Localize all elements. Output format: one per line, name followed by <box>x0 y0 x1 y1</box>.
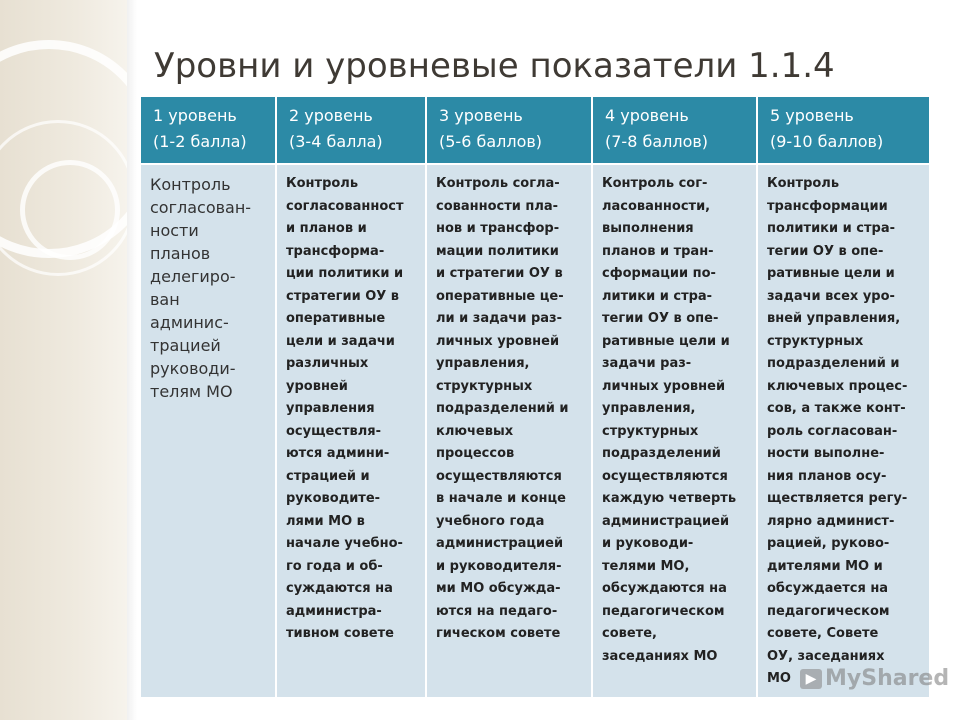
level-3-description <box>426 164 592 697</box>
cell-text-line: руководи- <box>150 359 236 378</box>
header-score-range: (7-8 баллов) <box>605 132 709 151</box>
cell-text-line: литики и стра- <box>602 288 713 304</box>
header-score-range: (3-4 балла) <box>289 132 383 151</box>
cell-text-line: подразделений и <box>767 356 900 371</box>
cell-text-line: личных уровней <box>602 378 726 394</box>
header-level-3 <box>426 97 592 164</box>
cell-text-line: сованности пла- <box>436 198 559 214</box>
header-level-5 <box>757 97 929 164</box>
cell-text-line: роль согласован- <box>767 423 898 439</box>
band-shadow <box>127 0 137 720</box>
cell-text-line: ются админи- <box>286 446 390 461</box>
cell-text-line: ключевых <box>436 423 514 439</box>
level-2-description <box>276 164 426 697</box>
cell-text-line: заседаниях МО <box>602 648 718 664</box>
cell-text-line: ществляется регу- <box>767 491 908 506</box>
cell-text-line: стратегии ОУ в <box>286 288 400 304</box>
cell-text-line: тивном совете <box>286 626 394 641</box>
cell-text-line: совете, <box>602 626 657 641</box>
levels-table <box>141 97 929 697</box>
cell-text-line: ности выполне- <box>767 446 885 461</box>
cell-text-line: сформации по- <box>602 266 716 281</box>
cell-text-line: лярно админист- <box>767 513 895 529</box>
cell-text-line: ли и задачи раз- <box>436 311 562 326</box>
cell-text-line: нов и трансфор- <box>436 221 560 236</box>
cell-text-line: и руководителя- <box>436 558 562 574</box>
cell-text-line: обсуждается на <box>767 581 889 596</box>
cell-text-line: рацией, руково- <box>767 536 890 551</box>
cell-text-line: управления, <box>436 356 530 371</box>
cell-text-line: администрацией <box>436 536 564 551</box>
cell-text-line: управления, <box>602 401 696 416</box>
header-level-label: 4 уровень <box>605 106 689 125</box>
cell-text-line: трансформации <box>767 198 888 214</box>
cell-text-line: и руководи- <box>602 536 694 551</box>
table-row <box>141 164 929 697</box>
cell-text-line: ОУ, заседаниях <box>767 648 885 664</box>
cell-text-line: делегиро- <box>150 267 236 286</box>
cell-text-line: цели и задачи <box>286 333 395 349</box>
cell-text-line: согласованност <box>286 198 404 214</box>
header-level-4 <box>592 97 757 164</box>
cell-text-line: го года и об- <box>286 558 383 574</box>
level-5-description <box>757 164 929 697</box>
cell-text-line: страцией и <box>286 468 370 484</box>
cell-text-line: сов, а также конт- <box>767 401 906 416</box>
header-level-label: 1 уровень <box>153 106 237 125</box>
cell-text-line: ции политики и <box>286 266 404 281</box>
cell-text-line: обсуждаются на <box>602 581 727 596</box>
cell-text-line: телями МО, <box>602 558 690 574</box>
cell-text-line: админис- <box>150 313 229 332</box>
header-score-range: (9-10 баллов) <box>770 132 884 151</box>
cell-text-line: задачи раз- <box>602 356 692 371</box>
cell-text-line: осуществля- <box>286 423 382 439</box>
cell-text-line: выполнения <box>602 221 694 236</box>
header-score-range: (5-6 баллов) <box>439 132 543 151</box>
cell-text-line: Контроль <box>286 176 359 191</box>
cell-text-line: каждую четверть <box>602 491 737 506</box>
cell-text-line: осуществляются <box>602 468 728 484</box>
cell-text-line: уровней <box>286 378 348 394</box>
cell-text-line: ративные цели и <box>602 333 730 349</box>
cell-text-line: структурных <box>602 423 699 439</box>
slide-title: Уровни и уровневые показатели 1.1.4 <box>154 46 835 86</box>
cell-text-line: ван <box>150 290 180 309</box>
cell-text-line: телям МО <box>150 382 233 401</box>
cell-text-line: трацией <box>150 336 221 355</box>
table-header-row <box>141 97 929 164</box>
cell-text-line: гическом совете <box>436 626 561 641</box>
header-level-2 <box>276 97 426 164</box>
cell-text-line: тегии ОУ в опе- <box>767 243 884 259</box>
cell-text-line: Контроль <box>150 175 231 194</box>
cell-text-line: суждаются на <box>286 581 393 596</box>
cell-text-line: начале учебно- <box>286 536 403 551</box>
cell-text-line: оперативные <box>286 311 386 326</box>
cell-text-line: ласованности, <box>602 198 711 214</box>
cell-text-line: ния планов осу- <box>767 468 887 484</box>
cell-text-line: ются на педаго- <box>436 603 558 619</box>
cell-text-line: педагогическом <box>602 603 725 619</box>
cell-text-line: вней управления, <box>767 311 901 326</box>
watermark <box>800 666 949 691</box>
cell-text-line: Контроль сог- <box>602 176 708 191</box>
cell-text-line: руководите- <box>286 491 381 506</box>
cell-text-line: политики и стра- <box>767 221 895 236</box>
cell-text-line: трансформа- <box>286 243 385 259</box>
cell-text-line: структурных <box>767 333 864 349</box>
cell-text-line: тегии ОУ в опе- <box>602 311 719 326</box>
cell-text-line: управления <box>286 401 375 416</box>
cell-text-line: личных уровней <box>436 333 560 349</box>
level-4-description <box>592 164 757 697</box>
watermark-text: MyShared <box>825 666 950 691</box>
cell-text-line: планов <box>150 244 211 263</box>
cell-text-line: мации политики <box>436 243 559 259</box>
cell-text-line: Контроль <box>767 176 840 191</box>
decorative-ring <box>20 160 120 260</box>
header-level-label: 5 уровень <box>770 106 854 125</box>
cell-text-line: администрацией <box>602 513 730 529</box>
cell-text-line: структурных <box>436 378 533 394</box>
cell-text-line: и стратегии ОУ в <box>436 266 563 281</box>
cell-text-line: оперативные це- <box>436 288 564 304</box>
cell-text-line: подразделений и <box>436 401 569 416</box>
cell-text-line: лями МО в <box>286 513 365 529</box>
cell-text-line: осуществляются <box>436 468 562 484</box>
header-level-1 <box>141 97 276 164</box>
decorative-left-band <box>0 0 127 720</box>
cell-text-line: ности <box>150 221 199 240</box>
cell-text-line: ми МО обсужда- <box>436 581 561 596</box>
cell-text-line: согласован- <box>150 198 252 217</box>
cell-text-line: МО <box>767 671 791 686</box>
cell-text-line: задачи всех уро- <box>767 288 895 304</box>
cell-text-line: в начале и конце <box>436 491 566 506</box>
level-1-description <box>141 164 276 697</box>
cell-text-line: процессов <box>436 446 515 461</box>
cell-text-line: различных <box>286 356 369 371</box>
cell-text-line: совете, Совете <box>767 626 879 641</box>
cell-text-line: дителями МО и <box>767 558 883 574</box>
cell-text-line: и планов и <box>286 221 367 236</box>
cell-text-line: ративные цели и <box>767 266 895 281</box>
myshared-logo-icon: ▶ <box>800 669 822 689</box>
cell-text-line: учебного года <box>436 513 545 529</box>
cell-text-line: педагогическом <box>767 603 890 619</box>
header-level-label: 3 уровень <box>439 106 523 125</box>
cell-text-line: подразделений <box>602 446 721 461</box>
cell-text-line: администра- <box>286 603 382 619</box>
header-level-label: 2 уровень <box>289 106 373 125</box>
cell-text-line: Контроль согла- <box>436 176 560 191</box>
header-score-range: (1-2 балла) <box>153 132 247 151</box>
cell-text-line: ключевых процес- <box>767 378 908 394</box>
cell-text-line: планов и тран- <box>602 243 714 259</box>
